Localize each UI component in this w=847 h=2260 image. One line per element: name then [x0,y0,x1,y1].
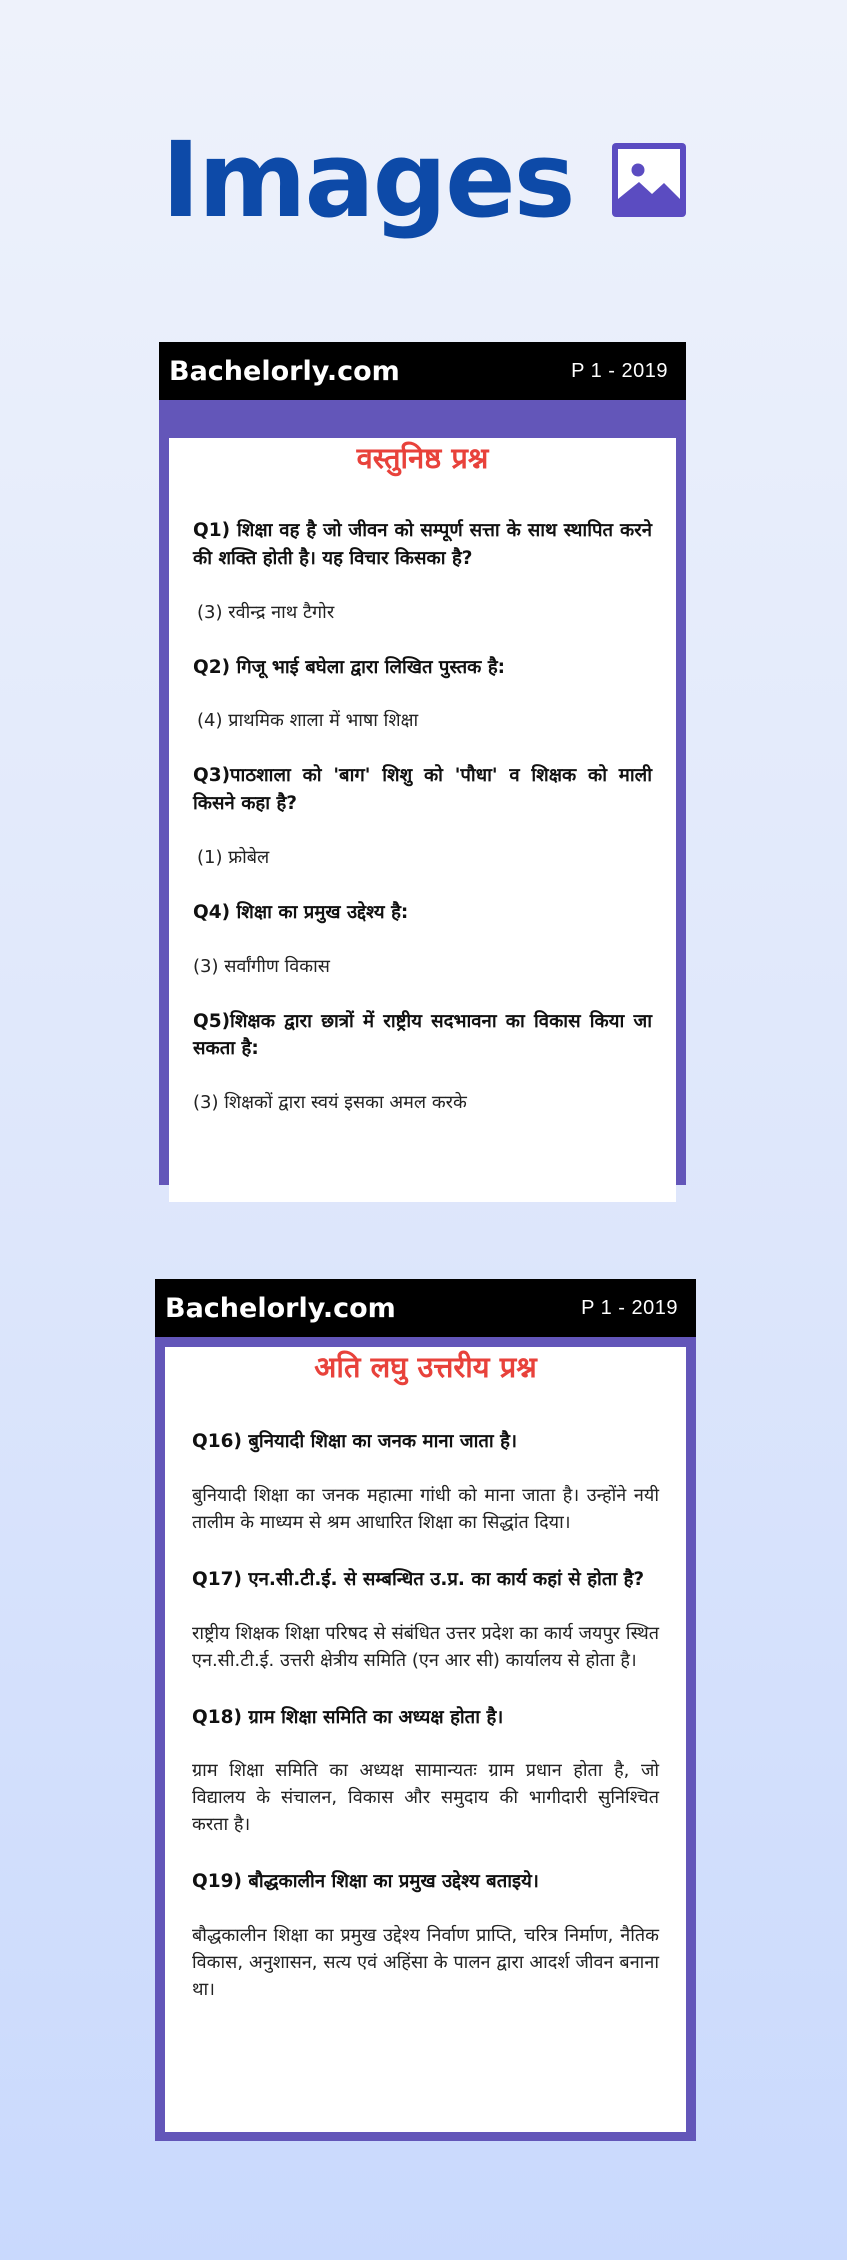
hero-heading [0,119,847,241]
answer-text: बौद्धकालीन शिक्षा का प्रमुख उद्देश्य निर्वाण प्राप्ति, चरित्र निर्माण, नैतिक विकास, अनुशासन, सत्य एवं अहिंसा के पालन द्वारा आदर्श जीवन बनाना था। [192,1925,659,2000]
hero-title: Images [161,119,574,241]
answer-text: राष्ट्रीय शिक्षक शिक्षा परिषद से संबंधित उत्तर प्रदेश का कार्य जयपुर स्थित एन.सी.टी.ई. उत्तरी क्षेत्रीय समिति (एन आर सी) कार्यालय से होता है। [192,1622,659,1671]
answer-text: (3) सर्वांगीण विकास [193,955,330,977]
brand-label: Bachelorly.com [165,1292,396,1324]
answer-text: (1) फ्रोबेल [197,846,270,868]
question-text: Q1) शिक्षा वह है जो जीवन को सम्पूर्ण सत्ता के साथ स्थापित करने की शक्ति होती है। यह विचार किसका है? [193,520,652,569]
objective-questions-card [159,342,686,1185]
question-text: Q19) बौद्धकालीन शिक्षा का प्रमुख उद्देश्य बताइये। [192,1871,539,1893]
answer-text: बुनियादी शिक्षा का जनक महात्मा गांधी को माना जाता है। उन्होंने नयी तालीम के माध्यम से श्रम आधारित शिक्षा का सिद्धांत दिया। [192,1484,659,1533]
question-text: Q18) ग्राम शिक्षा समिति का अध्यक्ष होता है। [192,1706,504,1728]
answer-text: ग्राम शिक्षा समिति का अध्यक्ष सामान्यतः ग्राम प्रधान होता है, जो विद्यालय के संचालन, विकास और समुदाय की भागीदारी सुनिश्चित करता है। [192,1760,659,1836]
section-title: वस्तुनिष्ठ प्रश्न [356,441,489,475]
paper-tag: P 1 - 2019 [581,1296,678,1319]
answer-text: (3) शिक्षकों द्वारा स्वयं इसका अमल करके [193,1092,467,1113]
answer-text: (3) रवीन्द्र नाथ टैगोर [197,601,335,623]
question-text: Q4) शिक्षा का प्रमुख उद्देश्य है: [193,901,409,923]
brand-label: Bachelorly.com [169,355,400,387]
question-text: Q17) एन.सी.टी.ई. से सम्बन्धित उ.प्र. का कार्य कहां से होता है? [192,1568,645,1590]
question-text: Q16) बुनियादी शिक्षा का जनक माना जाता है। [192,1431,518,1452]
card-body [165,1347,686,2132]
question-text: Q2) गिजू भाई बघेला द्वारा लिखित पुस्तक है: [193,656,506,678]
answer-text: (4) प्राथमिक शाला में भाषा शिक्षा [197,710,419,732]
card-header [155,1279,696,1337]
section-title: अति लघु उत्तरीय प्रश्न [314,1350,537,1384]
paper-tag: P 1 - 2019 [571,359,668,382]
card-body [169,438,676,1202]
image-icon [612,143,686,217]
short-answer-card [155,1279,696,2141]
question-text: Q3)पाठशाला को 'बाग' शिशु को 'पौधा' व शिक्षक को माली किसने कहा है? [193,765,652,814]
card-header [159,342,686,400]
question-text: Q5)शिक्षक द्वारा छात्रों में राष्ट्रीय सदभावना का विकास किया जा सकता है: [193,1010,652,1060]
